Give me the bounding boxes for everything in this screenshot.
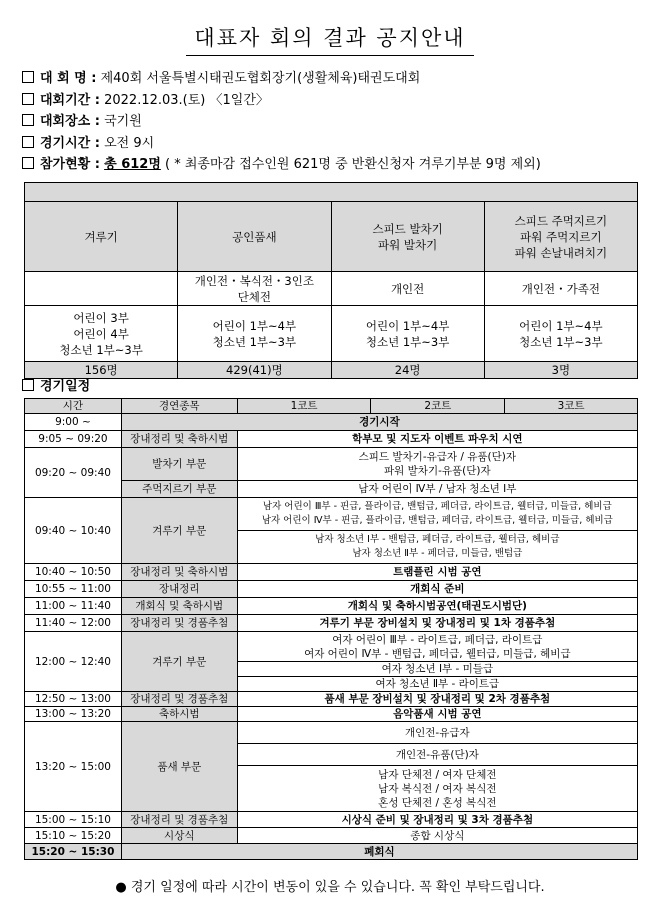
time-cell: 09:40 ~ 10:40: [25, 498, 122, 564]
table-top-band: [25, 183, 638, 202]
time-cell: 10:55 ~ 11:00: [25, 581, 122, 598]
info-note: ( * 최종마감 접수인원 621명 중 반환신청자 겨루기부분 9명 제외): [165, 157, 541, 172]
page-title: 대표자 회의 결과 공지안내: [186, 22, 474, 56]
count-cell: 156명: [25, 362, 178, 379]
time-cell: 09:20 ~ 09:40: [25, 448, 122, 498]
info-row: [22, 154, 541, 176]
content-cell: 여자 청소년 Ⅱ부 - 라이트급: [237, 677, 637, 692]
time-cell: 12:50 ~ 13:00: [25, 692, 122, 707]
header-cell: 1코트: [237, 399, 371, 414]
event-cell: 겨루기 부문: [121, 498, 237, 564]
info-row: [22, 68, 541, 90]
content-cell: 남자 어린이 Ⅲ부 - 핀급, 플라이급, 밴텀급, 페더급, 라이트급, 웰터급, 미들급, 헤비급 남자 어린이 Ⅳ부 - 핀급, 플라이급, 밴텀급, 페더급, 라이트급, 웰터급, 미들급, 헤비급: [237, 498, 637, 531]
checkbox-icon: [22, 93, 34, 105]
division-cell: 어린이 1부~4부 청소년 1부~3부: [484, 306, 637, 362]
header-cell: 경연종목: [121, 399, 237, 414]
content-cell: 음악품새 시범 공연: [237, 707, 637, 722]
event-cell: 축하시범: [121, 707, 237, 722]
time-cell: 13:20 ~ 15:00: [25, 722, 122, 812]
header-cell: 3코트: [505, 399, 638, 414]
info-value: 오전 9시: [104, 135, 155, 151]
time-cell: 13:00 ~ 13:20: [25, 707, 122, 722]
content-cell: 여자 어린이 Ⅲ부 - 라이트급, 페더급, 라이트급 여자 어린이 Ⅳ부 - 밴텀급, 페더급, 웰터급, 미들급, 헤비급: [237, 632, 637, 662]
event-cell: 품새 부문: [121, 722, 237, 812]
event-cell: 장내정리 및 축하시범: [121, 564, 237, 581]
content-cell: 남자 단체전 / 여자 단체전 남자 복식전 / 여자 복식전 혼성 단체전 / 혼성 복식전: [237, 766, 637, 812]
content-cell: 스피드 발차기-유급자 / 유품(단)자 파워 발차기-유품(단)자: [237, 448, 637, 481]
info-label: 대회장소 :: [40, 114, 100, 129]
content-cell: 트램플린 시범 공연: [237, 564, 637, 581]
schedule-title: 경기일정: [40, 379, 91, 394]
content-cell: 남자 청소년 Ⅰ부 - 밴텀급, 페더급, 라이트급, 웰터급, 헤비급 남자 청소년 Ⅱ부 - 페더급, 미들급, 밴텀급: [237, 531, 637, 564]
division-cell: 어린이 1부~4부 청소년 1부~3부: [178, 306, 331, 362]
info-label: 대 회 명 :: [40, 71, 97, 86]
count-cell: 3명: [484, 362, 637, 379]
event-cell: 개회식 및 축하시범: [121, 598, 237, 615]
content-cell: 개인전-유품(단)자: [237, 744, 637, 766]
checkbox-icon: [22, 379, 34, 391]
info-row: [22, 90, 541, 112]
footer-note: ● 경기 일정에 따라 시간이 변동이 있을 수 있습니다. 꼭 확인 부탁드립니다.: [115, 880, 545, 895]
division-cell: 어린이 3부 어린이 4부 청소년 1부~3부: [25, 306, 178, 362]
event-info: [22, 68, 541, 176]
header-cell: 스피드 발차기 파워 발차기: [331, 202, 484, 272]
header-cell: 스피드 주먹지르기 파워 주먹지르기 파워 손날내려치기: [484, 202, 637, 272]
header-cell: 시간: [25, 399, 122, 414]
event-cell: 장내정리 및 축하시범: [121, 431, 237, 448]
time-cell: 9:05 ~ 09:20: [25, 431, 122, 448]
event-cell: 겨루기 부문: [121, 632, 237, 692]
time-cell: 11:40 ~ 12:00: [25, 615, 122, 632]
event-cell: 시상식: [121, 828, 237, 844]
checkbox-icon: [22, 71, 34, 83]
info-value: 2022.12.03.(토) 〈1일간〉: [104, 92, 269, 108]
content-cell: 개인전-유급자: [237, 722, 637, 744]
count-cell: 24명: [331, 362, 484, 379]
info-label: 경기시간 :: [40, 135, 100, 151]
info-row: [22, 133, 541, 155]
content-cell: 경기시작: [121, 414, 637, 431]
type-cell: 개인전・복식전・3인조 단체전: [178, 272, 331, 306]
content-cell: 품새 부문 장비설치 및 장내정리 및 2차 경품추첨: [237, 692, 637, 707]
time-cell: 15:20 ~ 15:30: [25, 844, 122, 860]
event-cell: 장내정리: [121, 581, 237, 598]
content-cell: 학부모 및 지도자 이벤트 파우치 시연: [237, 431, 637, 448]
content-cell: 개회식 준비: [237, 581, 637, 598]
time-cell: 10:40 ~ 10:50: [25, 564, 122, 581]
header-cell: 겨루기: [25, 202, 178, 272]
schedule-table: [24, 398, 638, 860]
count-cell: 429(41)명: [178, 362, 331, 379]
time-cell: 12:00 ~ 12:40: [25, 632, 122, 692]
info-value: 국기원: [104, 114, 142, 129]
content-cell: 여자 청소년 Ⅰ부 - 미들급: [237, 662, 637, 677]
checkbox-icon: [22, 157, 34, 169]
participation-table: [24, 182, 638, 379]
info-label: 대회기간 :: [40, 92, 100, 108]
content-cell: 폐회식: [121, 844, 637, 860]
content-cell: 남자 어린이 Ⅳ부 / 남자 청소년 Ⅰ부: [237, 481, 637, 498]
participant-total: 총 612명: [104, 157, 161, 172]
type-cell: 개인전: [331, 272, 484, 306]
time-cell: 9:00 ~: [25, 414, 122, 431]
type-cell: 개인전・가족전: [484, 272, 637, 306]
schedule-heading: [22, 375, 90, 394]
info-row: [22, 111, 541, 133]
header-cell: 공인품새: [178, 202, 331, 272]
event-cell: 장내정리 및 경품추첨: [121, 812, 237, 828]
time-cell: 15:10 ~ 15:20: [25, 828, 122, 844]
time-cell: 15:00 ~ 15:10: [25, 812, 122, 828]
checkbox-icon: [22, 114, 34, 126]
event-cell: 장내정리 및 경품추첨: [121, 692, 237, 707]
time-cell: 11:00 ~ 11:40: [25, 598, 122, 615]
content-cell: 시상식 준비 및 장내정리 및 3차 경품추첨: [237, 812, 637, 828]
info-value: 제40회 서울특별시태권도협회장기(생활체육)태권도대회: [100, 71, 421, 86]
header-cell: 2코트: [371, 399, 505, 414]
checkbox-icon: [22, 136, 34, 148]
info-label: 참가현황 :: [40, 157, 100, 172]
division-cell: 어린이 1부~4부 청소년 1부~3부: [331, 306, 484, 362]
type-cell: [25, 272, 178, 306]
content-cell: 겨루기 부문 장비설치 및 장내정리 및 1차 경품추첨: [237, 615, 637, 632]
content-cell: 개회식 및 축하시범공연(태권도시범단): [237, 598, 637, 615]
event-cell: 주먹지르기 부문: [121, 481, 237, 498]
event-cell: 장내정리 및 경품추첨: [121, 615, 237, 632]
content-cell: 종합 시상식: [237, 828, 637, 844]
event-cell: 발차기 부문: [121, 448, 237, 481]
